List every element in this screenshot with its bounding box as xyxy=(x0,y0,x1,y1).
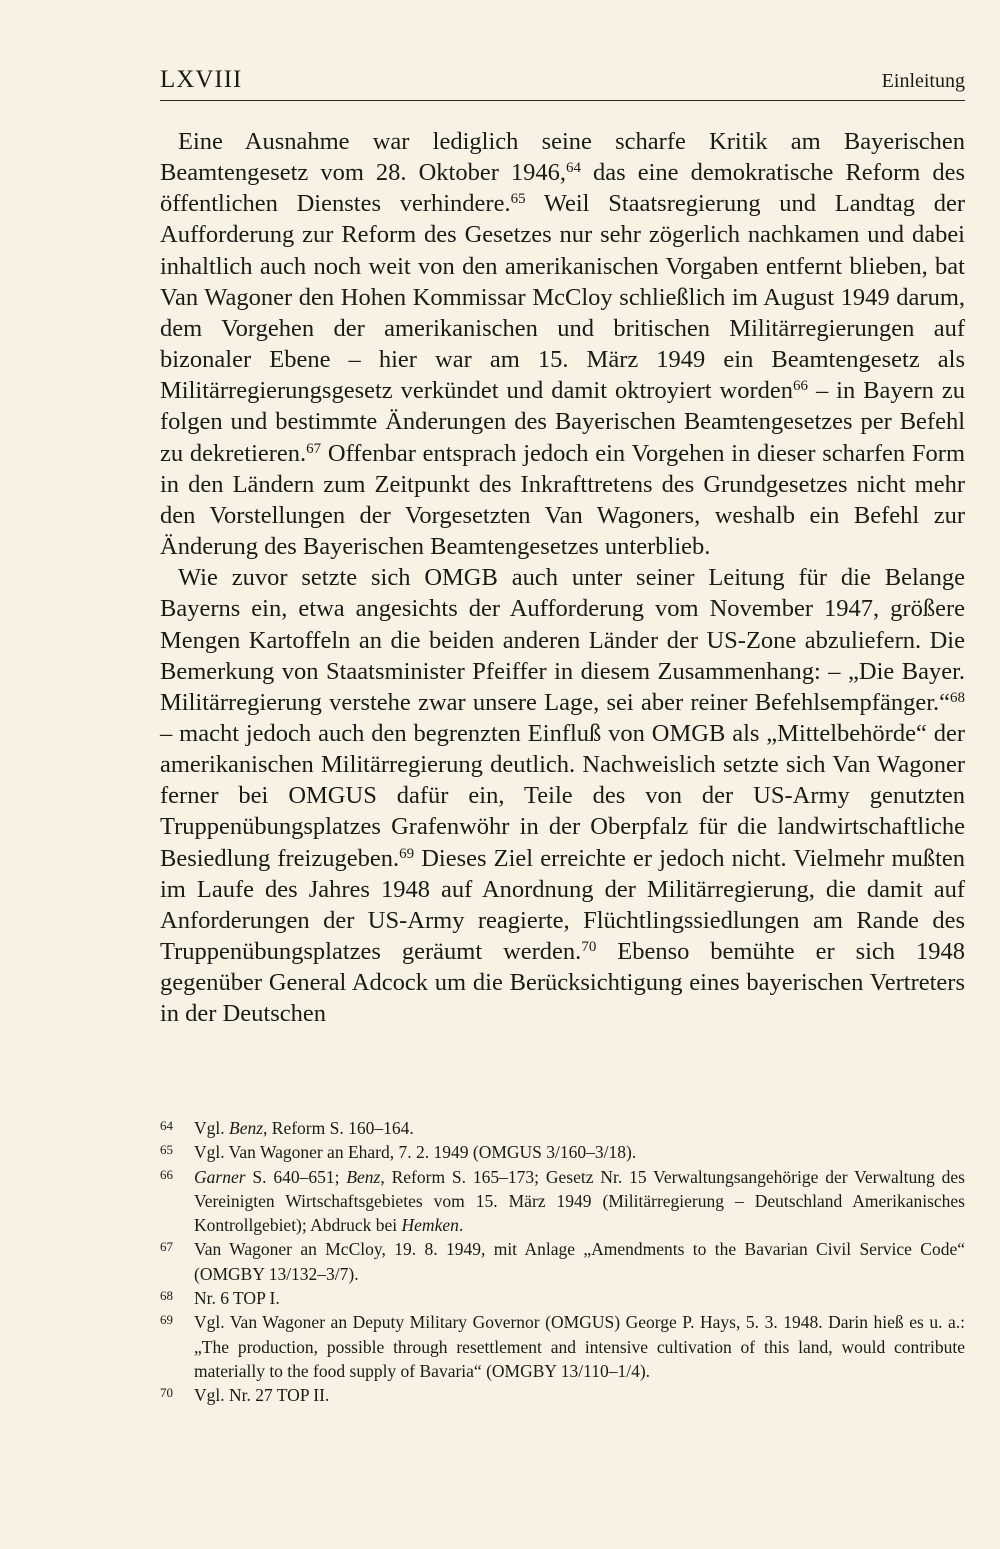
footnote xyxy=(160,1310,965,1383)
footnote-number: 70 xyxy=(160,1385,173,1401)
text-run: Weil Staatsregierung und Landtag der Aufforderung zur Reform des Gesetzes nur sehr zögerlich nachkamen und dabei inhaltlich auch noch weit von den amerikanischen Vorgaben entfernt blieben, bat Van Wagoner den Hohen Kommissar McCloy schließlich im August 1949 darum, dem Vorgehen der amerikanischen und britischen Militärregierungen auf bizonaler Ebene – hier war am 15. März 1949 ein Beamtengesetz als Militärregierungsgesetz verkündet und damit oktroyiert worden xyxy=(160,190,965,405)
footnote-ref-67[interactable]: 67 xyxy=(306,440,322,457)
paragraph-1 xyxy=(160,126,965,562)
footnote-ref-66[interactable]: 66 xyxy=(793,378,809,395)
running-head: Einleitung xyxy=(881,70,965,92)
page-header xyxy=(160,66,965,101)
footnote-number: 64 xyxy=(160,1118,173,1133)
footnote-ref-69[interactable]: 69 xyxy=(399,845,415,862)
footnote-ref-70[interactable]: 70 xyxy=(581,939,597,956)
text-run: – in Bayern zu folgen und bestimmte Änderungen des Bayerischen Beamtengesetzes per Befehl zu dekretieren. xyxy=(160,377,965,467)
footnote-text: Vgl. Nr. 27 TOP II. xyxy=(194,1385,330,1406)
footnote xyxy=(160,1237,965,1286)
footnote-ref-64[interactable]: 64 xyxy=(566,160,582,177)
footnote-number: 67 xyxy=(160,1239,173,1255)
body-text xyxy=(160,126,965,1030)
footnote-text: Vgl. Van Wagoner an Ehard, 7. 2. 1949 (OMGUS 3/160–3/18). xyxy=(194,1142,637,1163)
page-number: LXVIII xyxy=(160,66,243,93)
footnote-text: Nr. 6 TOP I. xyxy=(194,1288,280,1309)
footnote-text: Garner S. 640–651; Benz, Reform S. 165–173; Gesetz Nr. 15 Verwaltungsangehörige der Verwaltung des Vereinigten Wirtschaftsgebietes vom 15. März 1949 (Militärregierung – Deutschland Amerikanisches Kontrollgebiet); Abdruck bei Hemken. xyxy=(194,1166,965,1236)
footnote xyxy=(160,1165,965,1238)
footnote-number: 65 xyxy=(160,1142,173,1158)
text-run: Eine Ausnahme war lediglich seine scharfe Kritik am Bayerischen Beamtengesetz vom 28. Oktober 1946, xyxy=(160,128,965,187)
footnotes-section xyxy=(160,1116,965,1408)
footnote-text: Vgl. Van Wagoner an Deputy Military Governor (OMGUS) George P. Hays, 5. 3. 1948. Darin hieß es u. a.: „The production, possible through resettlement and intensive cultivation of this land, would contribute materially to the food supply of Bavaria“ (OMGBY 13/110–1/4). xyxy=(194,1312,965,1381)
text-run: – macht jedoch auch den begrenzten Einfluß von OMGB als „Mittelbehörde“ der amerikanischen Militärregierung deutlich. Nachweislich setzte sich Van Wagoner ferner bei OMGUS dafür ein, Teile des von der US-Army genutzten Truppenübungsplatzes Grafenwöhr in der Oberpfalz für die landwirtschaftliche Besiedlung freizugeben. xyxy=(160,719,965,872)
footnote-ref-65[interactable]: 65 xyxy=(510,191,526,208)
footnote-number: 69 xyxy=(160,1312,173,1328)
text-run: das eine demokratische Reform des öffentlichen Dienstes verhindere. xyxy=(160,159,965,218)
footnote-number: 68 xyxy=(160,1288,173,1304)
footnote-number: 66 xyxy=(160,1166,173,1182)
text-run: Dieses Ziel erreichte er jedoch nicht. Vielmehr mußten im Laufe des Jahres 1948 auf Anordnung der Militärregierung, die damit auf Anforderungen der US-Army reagierte, Flüchtlingssiedlungen am Rande des Truppenübungsplatzes geräumt werden. xyxy=(160,844,966,966)
footnote xyxy=(160,1116,965,1140)
footnote-ref-68[interactable]: 68 xyxy=(950,689,965,706)
text-run: Offenbar entsprach jedoch ein Vorgehen in dieser scharfen Form in den Ländern zum Zeitpunkt des Inkrafttretens des Grundgesetzes nicht mehr den Vorstellungen der Vorgesetzten Van Wagoners, weshalb ein Befehl zur Änderung des Bayerischen Beamtengesetzes unterblieb. xyxy=(160,439,966,561)
text-run: Wie zuvor setzte sich OMGB auch unter seiner Leitung für die Belange Bayerns ein, etwa angesichts der Aufforderung vom November 1947, größere Mengen Kartoffeln an die beiden anderen Länder der US-Zone abzuliefern. Die Bemerkung von Staatsminister Pfeiffer in diesem Zusammenhang: – „Die Bayer. Militärregierung verstehe zwar unsere Lage, sei aber reiner Befehlsempfänger.“ xyxy=(160,564,965,716)
footnote xyxy=(160,1383,965,1407)
footnote xyxy=(160,1140,965,1164)
footnote xyxy=(160,1286,965,1310)
footnote-text: Vgl. Benz, Reform S. 160–164. xyxy=(194,1118,414,1138)
footnote-text: Van Wagoner an McCloy, 19. 8. 1949, mit Anlage „Amendments to the Bavarian Civil Service Code“ (OMGBY 13/132–3/7). xyxy=(194,1239,965,1284)
paragraph-2 xyxy=(160,562,965,1029)
text-run: Ebenso bemühte er sich 1948 gegenüber General Adcock um die Berücksichtigung eines bayerischen Vertreters in der Deutschen xyxy=(160,938,965,1028)
